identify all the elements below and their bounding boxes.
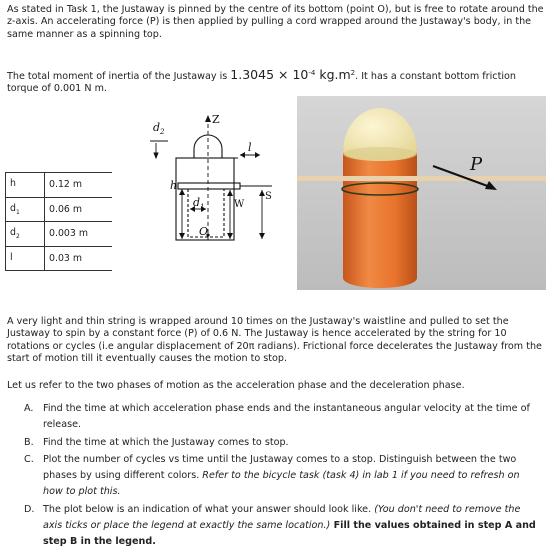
param-symbol: l xyxy=(6,246,45,271)
param-value: 0.03 m xyxy=(45,246,113,271)
table-row xyxy=(6,246,113,271)
step-text: Plot the number of cycles vs time until the Justaway comes to a stop. Distinguish between the two phases by using different colors. xyxy=(43,453,517,482)
label-l: l xyxy=(248,141,252,154)
phases-paragraph: Let us refer to the two phases of motion as the acceleration phase and the deceleration phase. xyxy=(7,380,465,391)
justaway-photo xyxy=(297,96,546,290)
step-text: The plot below is an indication of what your answer should look like. xyxy=(43,503,375,515)
inertia-paragraph: The total moment of inertia of the Justaway is $1.3045 \times 10^{-4}$ $kg.m^2$. It has a constant bottom friction torque of 0.001 N m. xyxy=(7,67,516,95)
step-text: Find the time at which the Justaway comes to stop. xyxy=(43,436,289,448)
step-marker: B. xyxy=(24,436,34,448)
step-marker: A. xyxy=(24,403,34,414)
intro-paragraph: As stated in Task 1, the Justaway is pinned by the centre of its bottom (point O), but is free to rotate around the z-axis. An accelerating force (P) is then applied by pulling a cord wrapped around the Justaway's body, in the same manner as a spinning top. xyxy=(7,4,544,40)
parameters-table xyxy=(5,172,112,271)
table-row xyxy=(6,197,113,222)
step-marker: C. xyxy=(24,453,34,465)
step-marker: D. xyxy=(24,503,35,515)
list-item xyxy=(20,435,540,451)
steps-list xyxy=(20,401,540,552)
list-item xyxy=(20,401,540,434)
param-symbol: $d_1$ xyxy=(6,197,45,222)
param-value: 0.06 m xyxy=(45,197,113,222)
justaway-diagram xyxy=(144,111,280,246)
rod xyxy=(297,176,546,181)
table-row xyxy=(6,173,113,198)
step-bold-note: Fill the values obtained in step A and step B in the legend. xyxy=(43,520,536,548)
step-italic-note: (You don't need to remove the axis ticks or place the legend at exactly the same location.) xyxy=(43,503,521,532)
cylinder-body xyxy=(343,148,417,288)
param-symbol: $d_2$ xyxy=(6,222,45,247)
step-italic-note: Refer to the bicycle task (task 4) in lab 1 if you need to refresh on how to plot this. xyxy=(43,470,520,498)
table-row xyxy=(6,222,113,247)
step-text: Find the time at which acceleration phase ends and the instantaneous angular velocity at the time of release. xyxy=(43,403,530,431)
label-d2: $d_2$ xyxy=(153,121,165,136)
param-symbol: h xyxy=(6,173,45,198)
param-value: 0.12 m xyxy=(45,173,113,198)
label-d1: $d_1$ xyxy=(193,196,205,211)
label-h: h xyxy=(170,179,178,192)
label-w: W xyxy=(234,199,245,210)
description-paragraph: A very light and thin string is wrapped around 10 times on the Justaway's waistline and pulled to set the Justaway to spin by a constant force (P) of 0.6 N. The Justaway is hence accelerated by the string for 10 rotations or cycles (i.e angular displacement of 20π radians). Frictional force decelerates the Justaway from the start of motion till it eventually causes the motion to stop. xyxy=(7,316,542,364)
list-item xyxy=(20,502,540,551)
label-p: P xyxy=(470,154,483,175)
label-z: Z xyxy=(212,113,220,126)
list-item xyxy=(20,452,540,501)
param-value: 0.003 m xyxy=(45,222,113,247)
label-o: O xyxy=(199,225,209,238)
label-s: S xyxy=(265,191,272,202)
